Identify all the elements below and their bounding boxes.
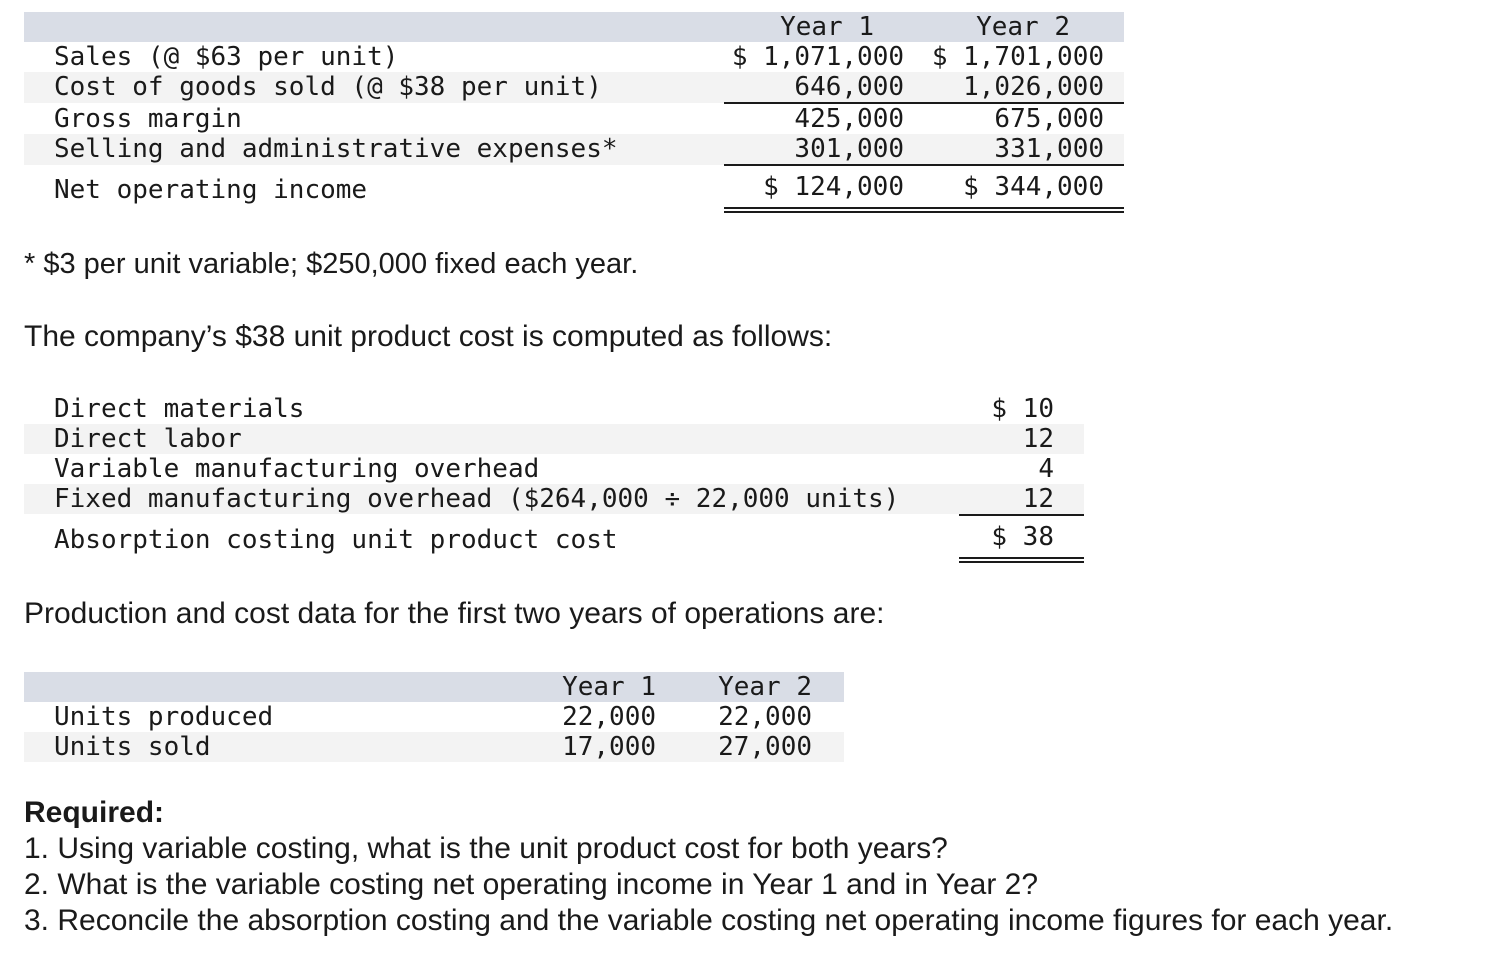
unit-cost-value-labor: 12 — [1022, 424, 1054, 454]
cogs-year1: 646,000 — [794, 72, 904, 102]
unit-cost-label-labor: Direct labor — [54, 424, 242, 454]
units-produced-year2: 22,000 — [718, 702, 812, 732]
unit-cost-label-variable-overhead: Variable manufacturing overhead — [54, 454, 540, 484]
gross-margin-year1: 425,000 — [794, 104, 904, 134]
row-label-sales: Sales (@ $63 per unit) — [54, 42, 399, 72]
unit-cost-label-materials: Direct materials — [54, 394, 305, 424]
subtotal-rule — [959, 514, 1084, 516]
unit-cost-label-fixed-overhead: Fixed manufacturing overhead ($264,000 ÷ 22,000 units) — [54, 484, 900, 514]
unit-cost-label-total: Absorption costing unit product cost — [54, 525, 618, 555]
net-income-year1: $ 124,000 — [763, 172, 904, 202]
unit-cost-value-materials: $ 10 — [991, 394, 1054, 424]
required-item-1: 1. Using variable costing, what is the unit product cost for both years? — [24, 832, 948, 865]
prod-col-header-year1: Year 1 — [562, 672, 656, 702]
footnote: * $3 per unit variable; $250,000 fixed each year. — [24, 248, 639, 280]
unit-cost-value-total: $ 38 — [991, 522, 1054, 552]
unit-cost-intro: The company’s $38 unit product cost is computed as follows: — [24, 320, 833, 353]
subtotal-rule — [724, 164, 1124, 166]
unit-cost-value-fixed-overhead: 12 — [1022, 484, 1054, 514]
row-label-cogs: Cost of goods sold (@ $38 per unit) — [54, 72, 602, 102]
gross-margin-year2: 675,000 — [994, 104, 1104, 134]
col-header-year1: Year 1 — [780, 12, 874, 42]
production-intro: Production and cost data for the first two years of operations are: — [24, 597, 885, 630]
row-label-gross-margin: Gross margin — [54, 104, 242, 134]
total-double-rule — [724, 207, 1124, 213]
required-item-3: 3. Reconcile the absorption costing and the variable costing net operating income figures for each year. — [24, 904, 1394, 937]
units-sold-year1: 17,000 — [562, 732, 656, 762]
selling-admin-year2: 331,000 — [994, 134, 1104, 164]
cogs-year2: 1,026,000 — [963, 72, 1104, 102]
sales-year2: $ 1,701,000 — [931, 42, 1104, 72]
prod-col-header-year2: Year 2 — [718, 672, 812, 702]
units-sold-year2: 27,000 — [718, 732, 812, 762]
row-label-selling-admin: Selling and administrative expenses* — [54, 134, 618, 164]
selling-admin-year1: 301,000 — [794, 134, 904, 164]
prod-label-units-sold: Units sold — [54, 732, 211, 762]
prod-label-units-produced: Units produced — [54, 702, 274, 732]
units-produced-year1: 22,000 — [562, 702, 656, 732]
row-label-net-operating-income: Net operating income — [54, 175, 368, 205]
net-income-year2: $ 344,000 — [963, 172, 1104, 202]
unit-cost-value-variable-overhead: 4 — [1038, 454, 1054, 484]
col-header-year2: Year 2 — [976, 12, 1070, 42]
sales-year1: $ 1,071,000 — [731, 42, 904, 72]
total-double-rule — [959, 557, 1084, 563]
required-heading: Required: — [24, 796, 165, 829]
required-item-2: 2. What is the variable costing net operating income in Year 1 and in Year 2? — [24, 868, 1039, 901]
